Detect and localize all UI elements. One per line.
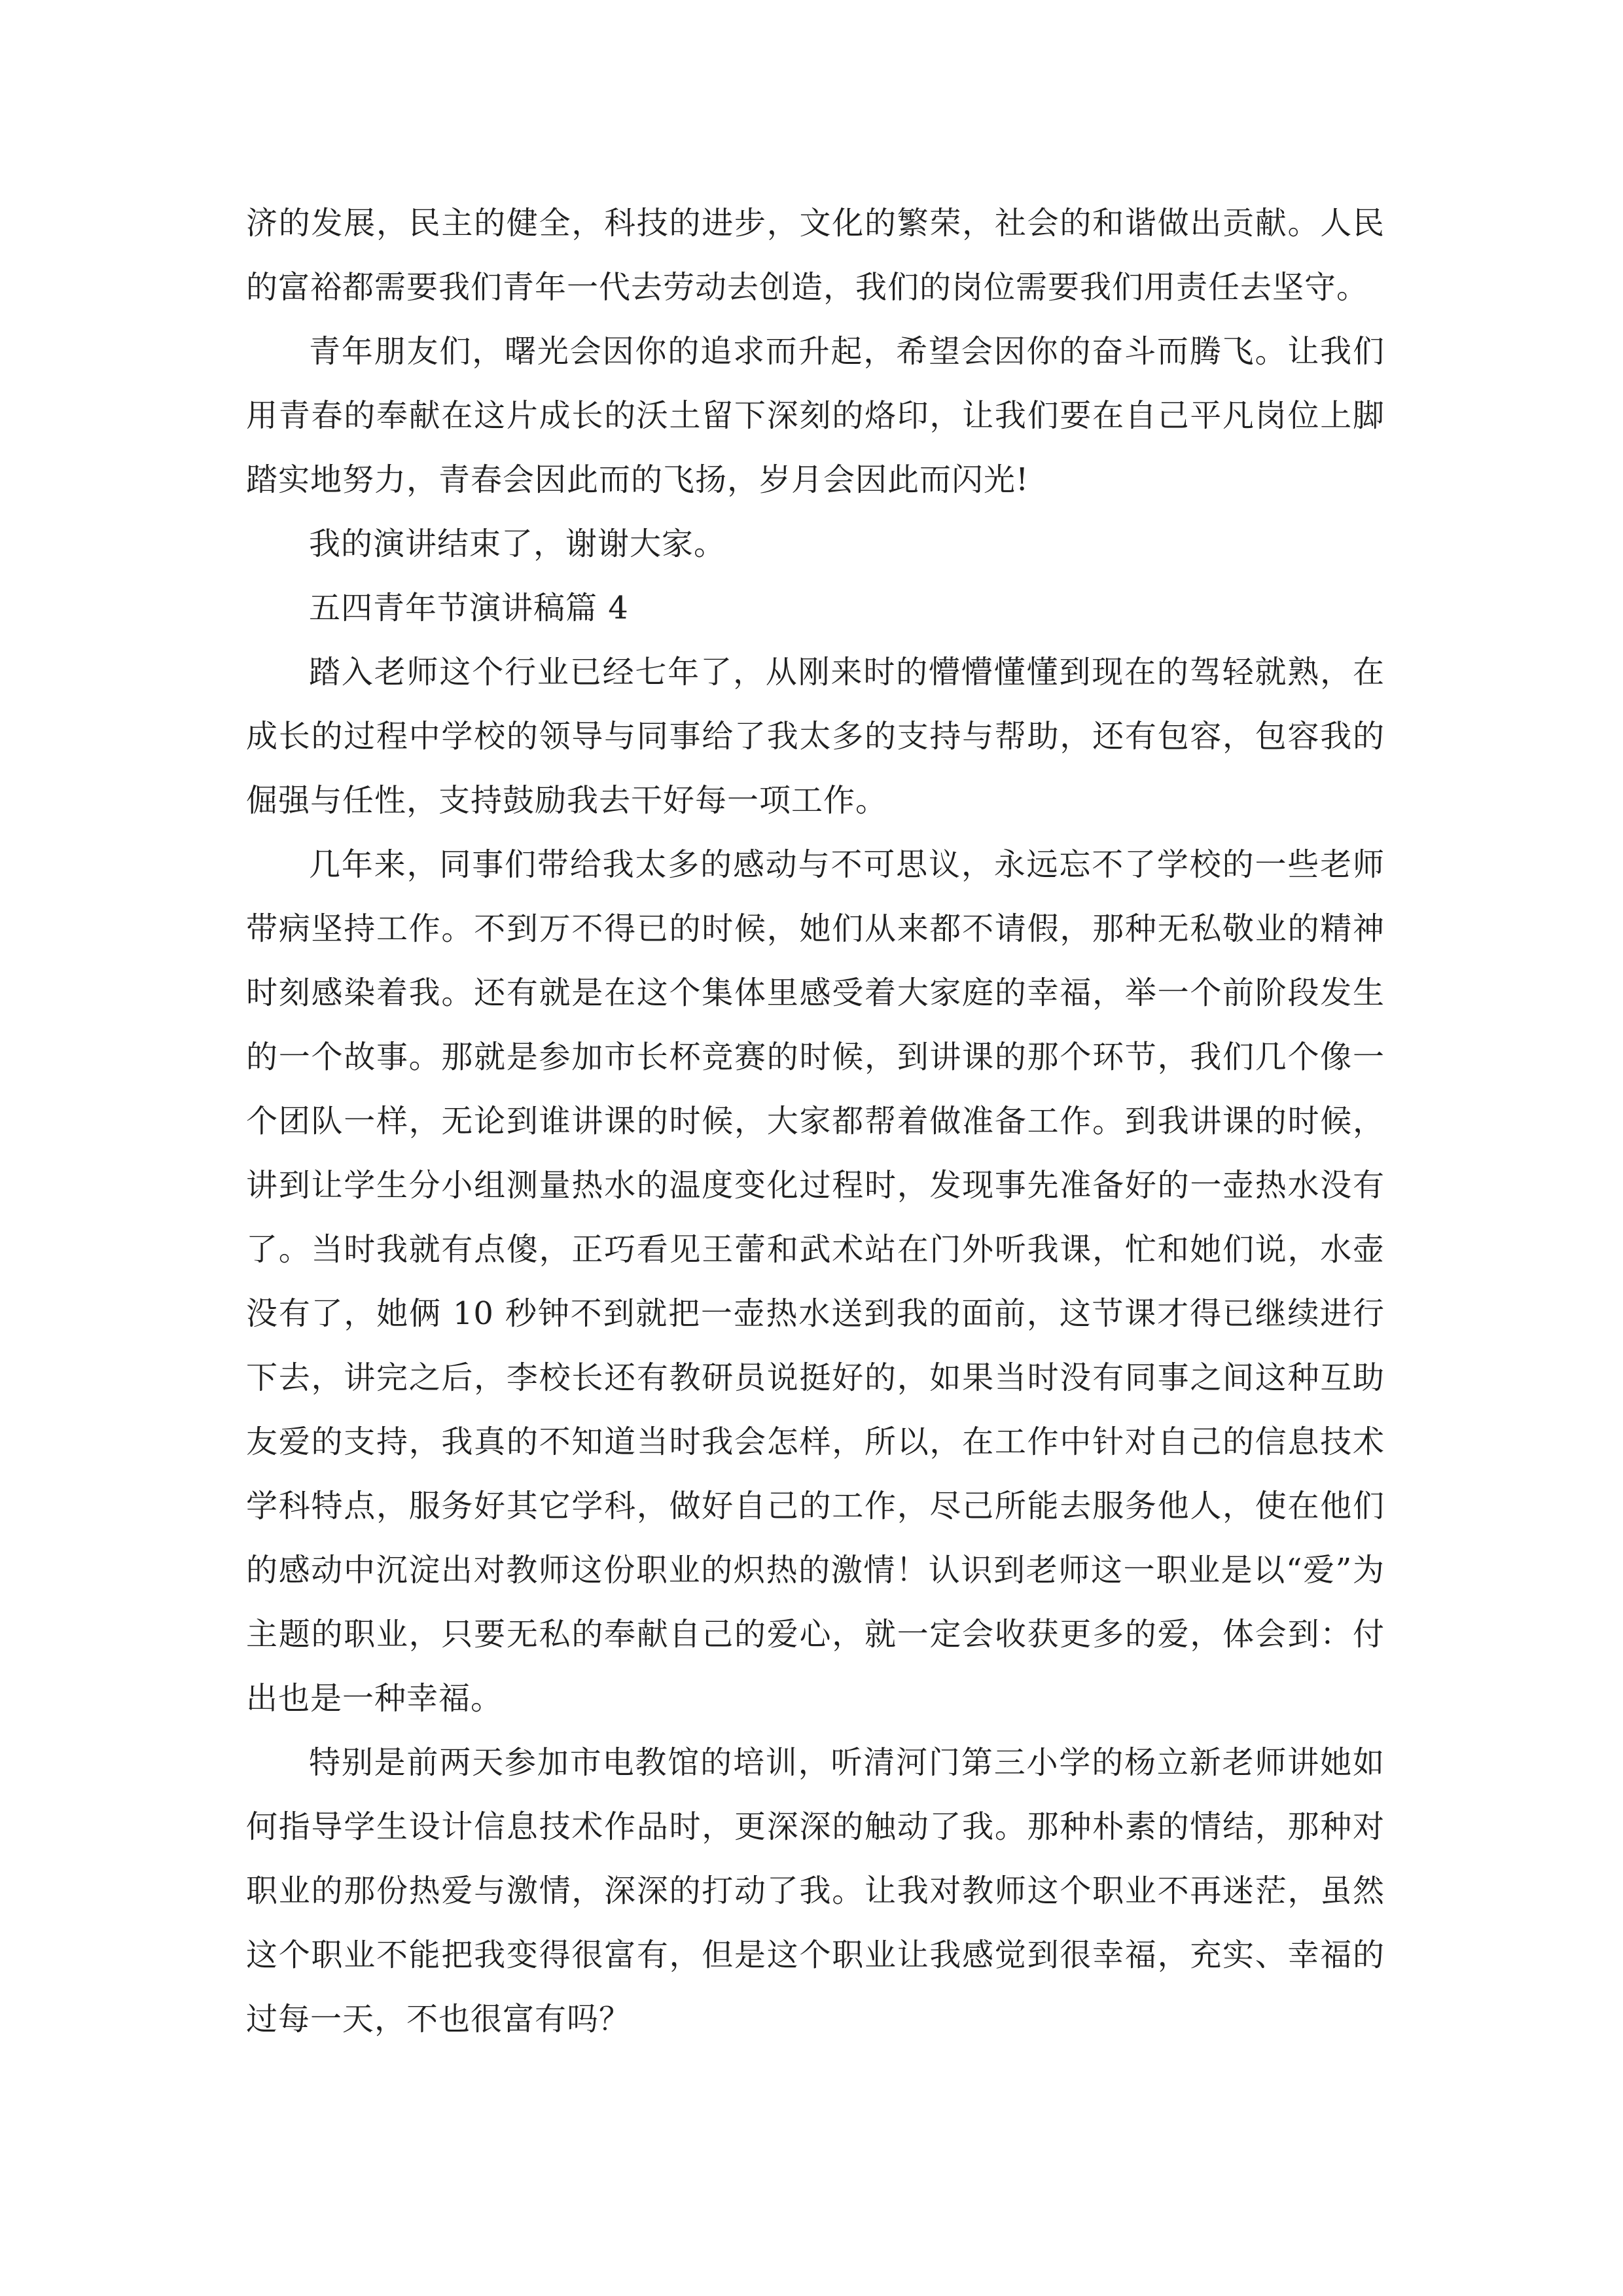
paragraph: 青年朋友们，曙光会因你的追求而升起，希望会因你的奋斗而腾飞。让我们用青春的奉献在这片成长的沃土留下深刻的烙印，让我们要在自己平凡岗位上脚踏实地努力，青春会因此而的飞扬，岁月会因此而闪光! [246,333,1385,498]
paragraph: 踏入老师这个行业已经七年了，从刚来时的懵懵懂懂到现在的驾轻就熟，在成长的过程中学校的领导与同事给了我太多的支持与帮助，还有包容，包容我的倔强与任性，支持鼓励我去干好每一项工作。 [246,654,1385,819]
paragraph-continuation: 济的发展，民主的健全，科技的进步，文化的繁荣，社会的和谐做出贡献。人民的富裕都需要我们青年一代去劳动去创造，我们的岗位需要我们用责任去坚守。 [246,205,1385,306]
paragraph: 特别是前两天参加市电教馆的培训，听清河门第三小学的杨立新老师讲她如何指导学生设计信息技术作品时，更深深的触动了我。那种朴素的情结，那种对职业的那份热爱与激情，深深的打动了我。让我对教师这个职业不再迷茫，虽然这个职业不能把我变得很富有，但是这个职业让我感觉到很幸福，充实、幸福的过每一天，不也很富有吗？ [246,1744,1385,2037]
paragraph: 我的演讲结束了，谢谢大家。 [309,526,726,562]
document-body [246,191,1385,2051]
paragraph: 几年来，同事们带给我太多的感动与不可思议，永远忘不了学校的一些老师带病坚持工作。不到万不得已的时候，她们从来都不请假，那种无私敬业的精神时刻感染着我。还有就是在这个集体里感受着大家庭的幸福，举一个前阶段发生的一个故事。那就是参加市长杯竞赛的时候，到讲课的那个环节，我们几个像一个团队一样，无论到谁讲课的时候，大家都帮着做准备工作。到我讲课的时候，讲到让学生分小组测量热水的温度变化过程时，发现事先准备好的一壶热水没有了。当时我就有点傻，正巧看见王蕾和武术站在门外听我课，忙和她们说，水壶没有了，她俩 10 秒钟不到就把一壶热水送到我的面前，这节课才得已继续进行下去，讲完之后，李校长还有教研员说挺好的，如果当时没有同事之间这种互助友爱的支持，我真的不知道当时我会怎样，所以，在工作中针对自己的信息技术学科特点，服务好其它学科，做好自己的工作，尽己所能去服务他人，使在他们的感动中沉淀出对教师这份职业的炽热的激情！认识到老师这一职业是以“爱”为主题的职业，只要无私的奉献自己的爱心，就一定会收获更多的爱，体会到：付出也是一种幸福。 [246,846,1385,1717]
section-title: 五四青年节演讲稿篇 4 [309,590,629,626]
